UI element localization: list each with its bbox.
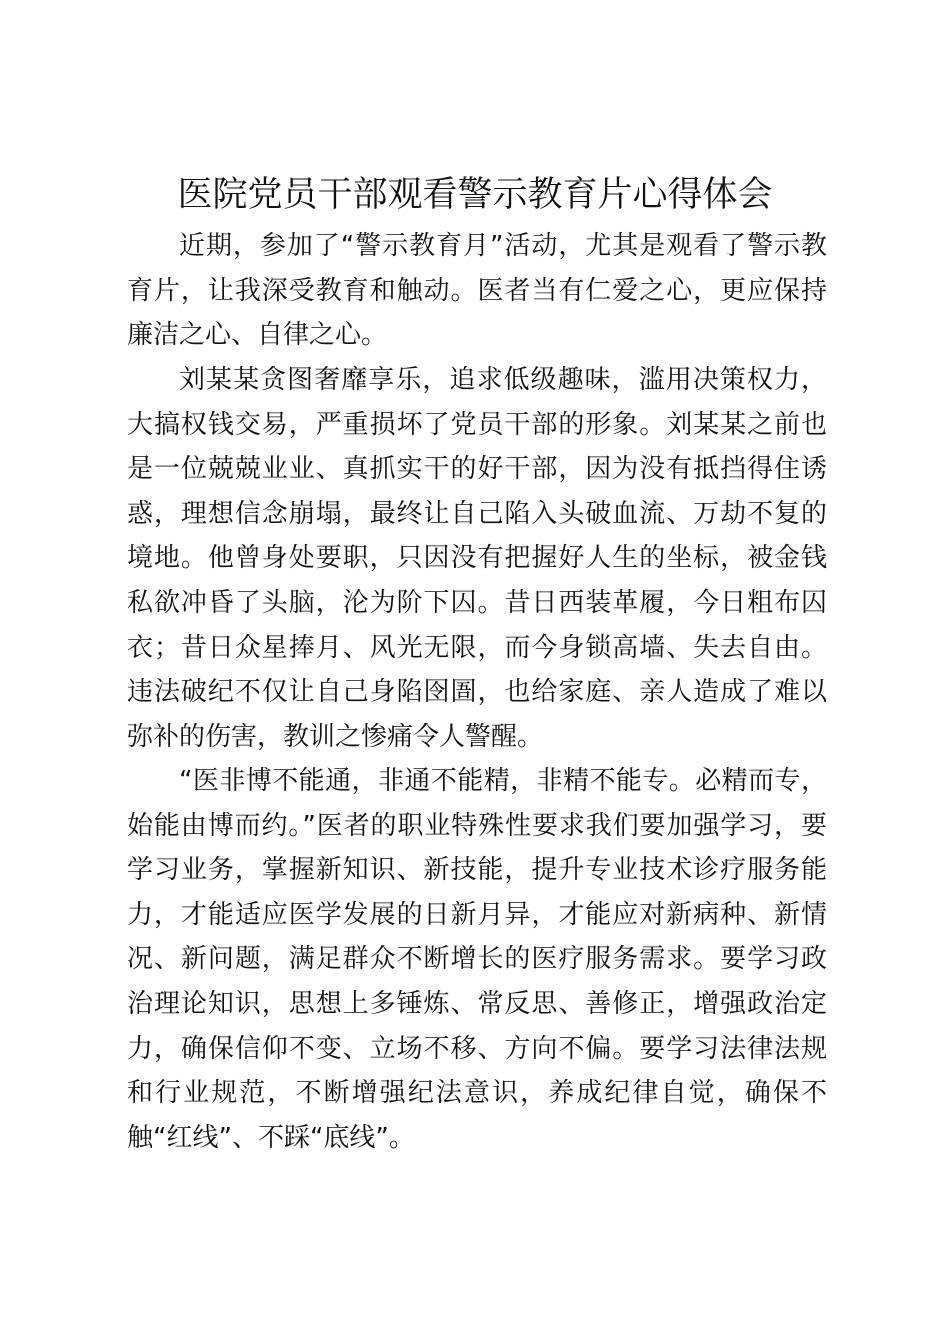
paragraph-1: 近期，参加了“警示教育月”活动，尤其是观看了警示教育片，让我深受教育和触动。医者当有仁爱之心，更应保持廉洁之心、自律之心。 — [127, 231, 827, 351]
paragraph-2: 刘某某贪图奢靡享乐，追求低级趣味，滥用决策权力，大搞权钱交易，严重损坏了党员干部的形象。刘某某之前也是一位兢兢业业、真抓实干的好干部，因为没有抵挡得住诱惑，理想信念崩塌，最终让自己陷入头破血流、万劫不复的境地。他曾身处要职，只因没有把握好人生的坐标，被金钱私欲冲昏了头脑，沦为阶下囚。昔日西装革履，今日粗布囚衣；昔日众星捧月、风光无限，而今身锁高墙、失去自由。违法破纪不仅让自己身陷囹圄，也给家庭、亲人造成了难以弥补的伤害，教训之惨痛令人警醒。 — [127, 365, 827, 752]
paragraph-3: “医非博不能通，非通不能精，非精不能专。必精而专，始能由博而约。”医者的职业特殊性要求我们要加强学习，要学习业务，掌握新知识、新技能，提升专业技术诊疗服务能力，才能适应医学发展的日新月异，才能应对新病种、新情况、新问题，满足群众不断增长的医疗服务需求。要学习政治理论知识，思想上多锤炼、常反思、善修正，增强政治定力，确保信仰不变、立场不移、方向不偏。要学习法律法规和行业规范，不断增强纪法意识，养成纪律自觉，确保不触“红线”、不踩“底线”。 — [127, 766, 827, 1153]
document-title: 医院党员干部观看警示教育片心得体会 — [177, 175, 773, 215]
